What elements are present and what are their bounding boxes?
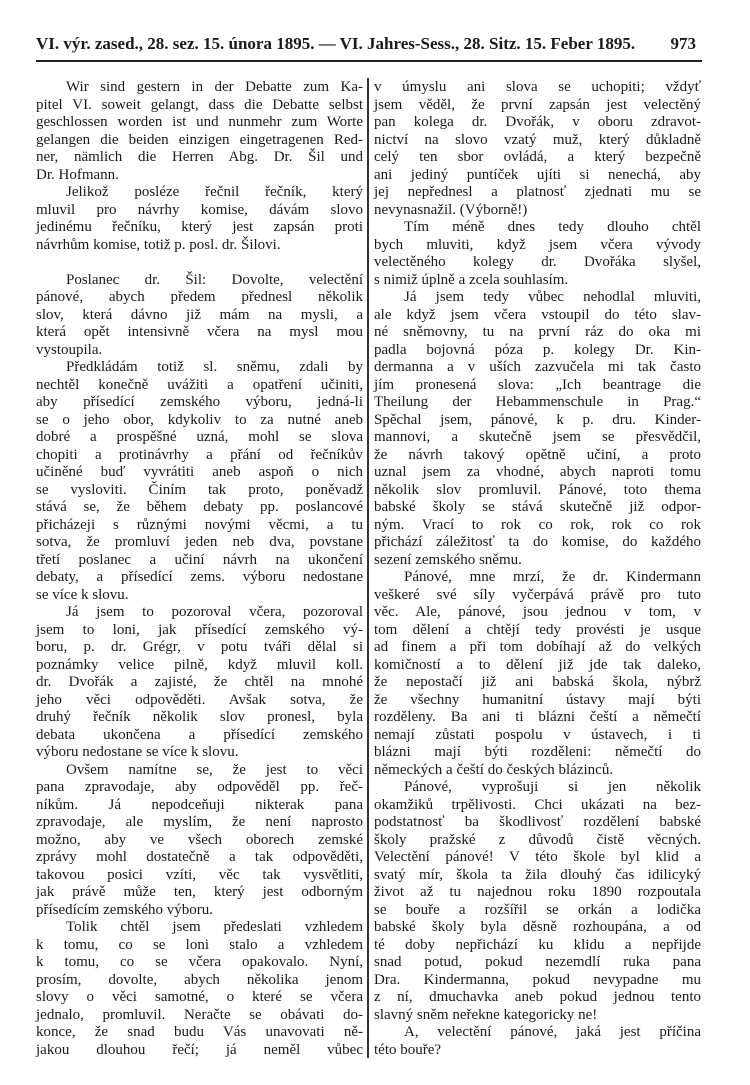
text-line: druhý řečník několik slov pronesl, byla <box>36 709 363 725</box>
text-line: nemají zůstati pospolu v ústavech, i ti <box>374 726 701 743</box>
text-line: se více k slovu. <box>36 586 129 603</box>
paragraph <box>36 359 363 604</box>
paragraph <box>374 779 701 1024</box>
text-line: dr. Dvořák a zajisté, že chtěl na mnohé <box>36 674 363 690</box>
paragraph <box>374 569 701 779</box>
text-line: dobré a prospěšné uzná, mohl se slova <box>36 429 363 445</box>
text-line: ným. Vrací to rok co rok, rok co rok <box>374 516 701 533</box>
text-line: dermanna a v uších zazvučela mi tak často <box>374 359 701 375</box>
text-line: ani jediný puntíček ujíti si nenechá, aby <box>374 166 701 183</box>
text-line: ad finem a při tom dobíhají až do velkých <box>374 639 701 655</box>
text-line: Ovšem namítne se, že jest to věci <box>66 761 363 778</box>
text-line: třetí poslanec a učiní návrh na ukončení <box>36 551 363 568</box>
text-line: jsem věděl, že první zapsán jest velectěný <box>374 96 701 113</box>
paragraph <box>374 1024 701 1059</box>
text-line: Poslanec dr. Šil: Dovolte, velectění <box>66 271 363 288</box>
text-line: nevynasnažil. (Výborně!) <box>374 201 528 218</box>
text-line: možno, aby ve všech oborech zemské <box>36 831 363 848</box>
text-line: Theilung der Hebammenschule in Prag.“ <box>374 394 701 410</box>
text-line: poznámky velice pilně, když mluvil koll. <box>36 656 363 673</box>
text-line: slavný sněm neřekne kategoricky ne! <box>374 1006 598 1023</box>
text-line: této bouře? <box>374 1041 442 1058</box>
text-line: jsem to loni, jak přísedící zemského vý- <box>36 621 363 638</box>
text-line: slovy o věci samotné, o které se včera <box>36 989 363 1005</box>
text-line: jím pronesená slova: „Ich beantrage die <box>374 376 701 393</box>
text-line: jedinému řečníku, který jest zapsán proti <box>36 219 363 235</box>
text-line: okamžiků trpělivosti. Chci ukázati na bez- <box>374 796 701 813</box>
text-line: k tomu, co se loni stalo a vzhledem <box>36 936 363 953</box>
text-line: sezení zemského sněmu. <box>374 551 522 568</box>
text-line: komičností a to dělení již jde tak daleko, <box>374 656 701 673</box>
right-column <box>374 79 701 1059</box>
text-line: babské školy byla děsně rozhoupána, a od <box>374 919 701 935</box>
paragraph <box>36 272 363 360</box>
text-line: celý ten sbor ovládá, a který bezpečně <box>374 149 701 165</box>
column-divider <box>367 78 369 1058</box>
text-line: ale když jsem včera vstoupil do této slav- <box>374 306 701 323</box>
text-line: svatý mír, škola ta žila dlouhý čas idilicyký <box>374 866 701 883</box>
text-line: aby přísedící zemského výboru, jedná-li <box>36 394 363 410</box>
text-line: učiněné buď vyvrátiti aneb aspoň o nich <box>36 464 363 480</box>
text-line: se bouře a rozšířil se orkán a lodička <box>374 901 701 918</box>
text-line: pana zpravodaje, aby odpověděl pp. řeč- <box>36 779 363 795</box>
paragraph <box>374 79 701 219</box>
text-line: že všechny humanitní ústavy mají býti <box>374 691 701 708</box>
text-line: Spěchal jsem, pánové, k p. dru. Kinder- <box>374 411 701 428</box>
text-line: jeho věci odpověděti. Avšak sotva, že <box>36 691 363 708</box>
text-line: věc. Ale, pánové, jsou jednou v tom, v <box>374 604 701 620</box>
text-line: Já jsem tedy vůbec nehodlal mluviti, <box>404 289 701 305</box>
text-line: mannovi, a skutečně jsem se přesvědčil, <box>374 429 701 445</box>
text-line: bych mluviti, když jsem včera vývody <box>374 236 701 253</box>
text-line: jej nepřednesl a platnosť zjednati mu se <box>374 184 701 200</box>
text-line: boru, p. dr. Grégr, v potu tváři dělal si <box>36 639 363 655</box>
text-line: se vysloviti. Činím tak proto, poněvadž <box>36 481 363 498</box>
text-line: výboru nedostane se více k slovu. <box>36 744 239 760</box>
text-line: Pánové, vyprošuji si jen několik <box>404 779 701 795</box>
text-line: přicházeji s různými novými věcmi, a tu <box>36 516 363 533</box>
page-header <box>36 34 700 56</box>
paragraph <box>36 604 363 762</box>
text-line: že nepostačí již ani babská škola, nýbrž <box>374 674 701 690</box>
text-line: pitel VI. soweit gelangt, dass die Debatte selbst <box>36 96 363 113</box>
text-line: chopiti a protinávrhy a přání od řečníkův <box>36 446 363 463</box>
text-line: níkům. Já nepodceňuji nikterak pana <box>36 796 363 813</box>
text-line: velectěného kolegy dr. Dvořáka slyšel, <box>374 254 701 270</box>
text-line: v úmyslu ani slova se uchopiti; vždyť <box>374 79 701 95</box>
text-line: babské školy se stává skutečně již odpor- <box>374 499 701 515</box>
text-line: debata ukončena a přísedící zemského <box>36 726 363 743</box>
text-line: slov, která dávno již mám na mysli, a <box>36 306 363 323</box>
text-line: pan kolega dr. Dvořák, v oboru zdravot- <box>374 114 701 130</box>
text-line: té doby nepřichází ku klidu a nepřijde <box>374 936 701 953</box>
text-line: snad potud, pokud nezemdlí ruka pana <box>374 954 701 970</box>
text-line: padla bojovná póza p. kolegy Dr. Kin- <box>374 341 701 358</box>
text-line: konce, že snad budu Vás unavovati ně- <box>36 1024 363 1040</box>
paragraph <box>36 919 363 1059</box>
text-line: Tolik chtěl jsem předeslati vzhledem <box>66 919 363 935</box>
paragraph-spacer <box>36 254 363 272</box>
text-line: debaty, a přísedící zems. výboru nedostane <box>36 569 363 585</box>
text-line: Tím méně dnes tedy dlouho chtěl <box>404 219 701 235</box>
text-line: uznal jsem za vhodné, abych naproti tomu <box>374 464 701 480</box>
text-line: rozděleny. Ba ani ti blázni čeští a němečtí <box>374 709 701 725</box>
text-line: německých a čeští do českých blázinců. <box>374 761 614 778</box>
text-line: zpravodaje, ale myslím, že není naprosto <box>36 814 363 830</box>
paragraph <box>36 184 363 254</box>
paragraph <box>36 762 363 920</box>
text-line: geschlossen worden ist und nunmehr zum Worte <box>36 114 363 130</box>
text-line: Velectění pánové! V této škole byl klid a <box>374 849 701 865</box>
header-rule <box>36 60 702 62</box>
text-line: několik slov promluvil. Pánové, toto thema <box>374 481 701 498</box>
text-line: prosím, dovolte, abych několika jenom <box>36 971 363 988</box>
text-line: že návrh takový opětně učiní, a proto <box>374 446 701 463</box>
text-line: z ní, dmuchavka aneb pokud jednou tento <box>374 989 701 1005</box>
text-line: ner, nämlich die Herren Abg. Dr. Šil und <box>36 149 363 165</box>
left-column <box>36 79 363 1059</box>
text-line: nictví na slovo vzatý muž, který důkladně <box>374 131 701 148</box>
text-line: pánové, abych předem přednesl několik <box>36 289 363 305</box>
text-line: nechtěl konečně uvážiti a opatření učiniti, <box>36 376 363 393</box>
text-line: jakou dlouhou řečí; já neměl vůbec <box>36 1041 363 1058</box>
text-line: návrhům komise, totiž p. posl. dr. Šilovi. <box>36 236 281 253</box>
text-line: Pánové, mne mrzí, že dr. Kindermann <box>404 569 701 585</box>
text-line: k tomu, co se včera opakovalo. Nyní, <box>36 954 363 970</box>
text-line: Dr. Hofmann. <box>36 166 119 183</box>
text-line: veškeré své síly vyčerpává právě pro tuto <box>374 586 701 603</box>
text-line: školy pražské z důvodů čistě věcných. <box>374 831 701 848</box>
text-line: stává se, že během debaty pp. poslancové <box>36 499 363 515</box>
text-line: Předkládám totiž sl. sněmu, zdali by <box>66 359 363 375</box>
text-line: se o jeho obor, kdykoliv to za nutné aneb <box>36 411 363 428</box>
text-line: která opět intensivně včera na mysl mou <box>36 324 363 340</box>
text-line: A, velectění pánové, jaká jest příčina <box>404 1024 701 1040</box>
text-line: takovou posici vzíti, věc tak vysvětliti, <box>36 866 363 883</box>
text-line: jednalo, promluvil. Neračte se obávati do- <box>36 1006 363 1023</box>
text-line: Wir sind gestern in der Debatte zum Ka- <box>66 79 363 95</box>
text-line: Dra. Kindermanna, pokud nevypadne mu <box>374 971 701 988</box>
text-line: blázni mají býti rozděleni: němečtí do <box>374 744 701 760</box>
text-line: přísedícím zemského výboru. <box>36 901 214 918</box>
text-line: s nimiž úplně a zcela souhlasím. <box>374 271 569 288</box>
page-number: 973 <box>670 34 696 53</box>
paragraph <box>374 289 701 569</box>
text-line: Já jsem to pozoroval včera, pozoroval <box>66 604 363 620</box>
text-line: život až tu najednou roku 1890 rozpoutala <box>374 884 701 900</box>
text-line: vystoupila. <box>36 341 103 358</box>
text-line: přichází záležitosť ta do komise, do každého <box>374 534 701 550</box>
paragraph <box>374 219 701 289</box>
text-line: Jelikož posléze řečnil řečník, který <box>66 184 363 200</box>
text-line: podstatnosť ba škodlivosť rozdělení babské <box>374 814 701 830</box>
text-line: tom dělení a chtějí tedy provésti je usque <box>374 621 701 638</box>
text-line: sotva, že promluví jeden neb dva, povstane <box>36 534 363 550</box>
text-line: zprávy mohl dostatečně a tak odpověděti, <box>36 849 363 865</box>
running-title: VI. výr. zased., 28. sez. 15. února 1895. — VI. Jahres-Sess., 28. Sitz. 15. Feber 1895. <box>36 34 636 53</box>
text-line: né sněmovny, tu na první ráz do oka mi <box>374 324 701 340</box>
text-line: mluvil pro návrhy komise, dávám slovo <box>36 201 363 218</box>
text-line: jak právě může ten, který jest odborným <box>36 884 363 900</box>
text-line: gelangen die beiden einzigen eingetragenen Red- <box>36 131 363 148</box>
paragraph <box>36 79 363 184</box>
